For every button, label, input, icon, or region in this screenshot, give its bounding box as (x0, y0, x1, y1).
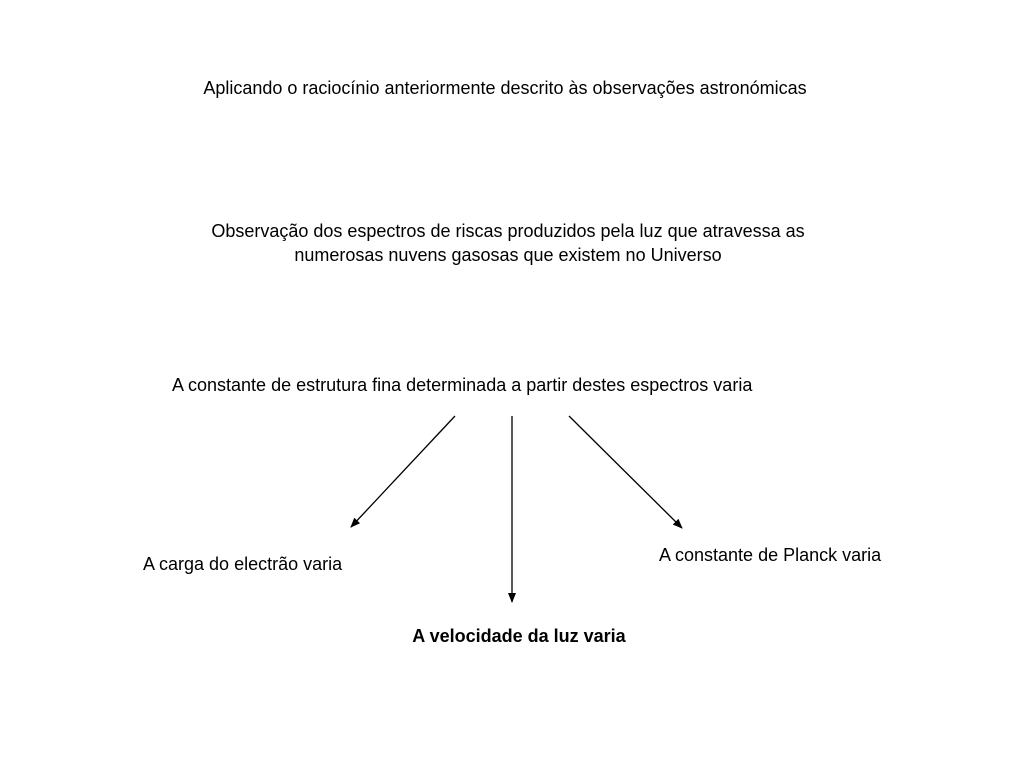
outcome-charge-text: A carga do electrão varia (143, 554, 343, 574)
observation-line-1: Observação dos espectros de riscas produzidos pela luz que atravessa as (211, 221, 805, 241)
premise-text: A constante de estrutura fina determinada a partir destes espectros varia (172, 375, 753, 395)
arrow-to-planck (569, 416, 682, 528)
arrow-to-charge (351, 416, 455, 527)
intro-text: Aplicando o raciocínio anteriormente descrito às observações astronómicas (203, 78, 807, 98)
outcome-lightspeed-text: A velocidade da luz varia (412, 626, 626, 646)
outcome-planck-text: A constante de Planck varia (659, 545, 882, 565)
observation-line-2: numerosas nuvens gasosas que existem no Universo (294, 245, 722, 265)
